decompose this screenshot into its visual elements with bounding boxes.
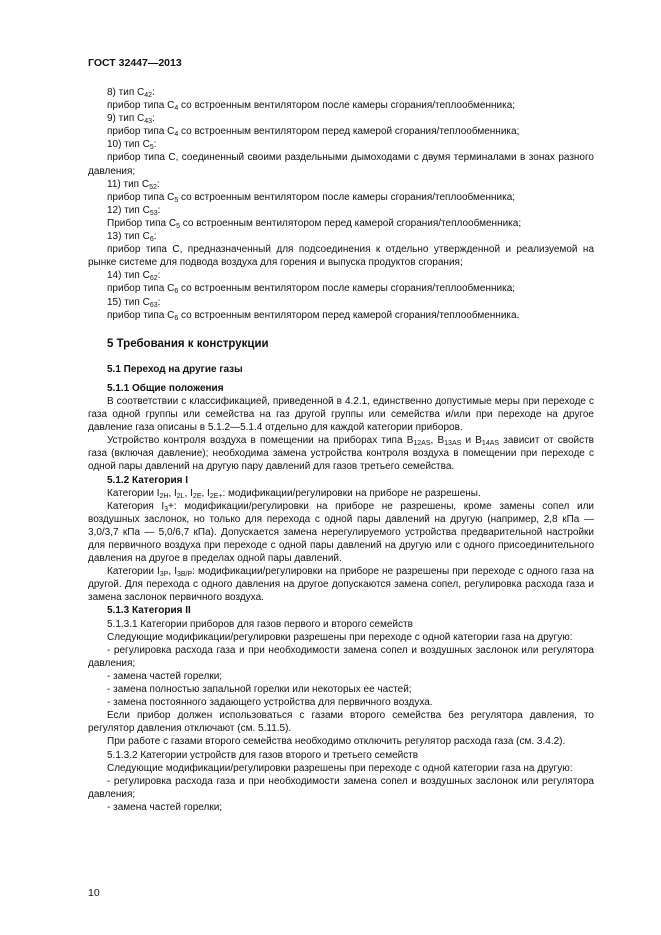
type-label: 12) тип $С_{53}$: <box>107 204 161 217</box>
paragraph: 5.1.3.2 Категории устройств для газов второго и третьего семейств <box>107 749 419 761</box>
type-label: 15) тип $С_{63}$: <box>107 296 161 309</box>
list-item: - замена полностью запальной горелки или некоторых ее частей; <box>107 684 412 696</box>
type-description: прибор типа $С_6$ со встроенным вентилятором перед камерой сгорания/теплообменника. <box>107 309 520 322</box>
list-item: - замена постоянного задающего устройства для первичного воздуха. <box>107 697 433 709</box>
modification-list <box>88 644 594 709</box>
document-header: ГОСТ 32447—2013 <box>88 57 182 69</box>
list-item: - регулировка расхода газа и при необходимости замена сопел и воздушных заслонок или регулятора давления; <box>88 775 594 800</box>
type-description: прибор типа $С_6$ со встроенным вентилятором после камеры сгорания/теплообменника; <box>107 283 516 296</box>
type-description: прибор типа С, предназначенный для подсоединения к отдельно утвержденной и реализуемой на рынке системе для подвода воздуха для горения и выпуска продуктов сгорания; <box>88 244 594 269</box>
list-item: - замена частей горелки; <box>107 801 223 813</box>
paragraph: 5.1.3.1 Категории приборов для газов первого и второго семейств <box>107 618 413 630</box>
type-description: прибор типа С, соединенный своими раздельными дымоходами с двумя терминалами в зонах разного давления; <box>88 152 594 177</box>
list-item: - замена частей горелки; <box>107 670 223 682</box>
type-description: Прибор типа $С_5$ со встроенным вентилятором перед камерой сгорания/теплообменника; <box>107 217 522 230</box>
subsection-heading: 5.1 Переход на другие газы <box>107 363 243 375</box>
document-body <box>88 86 594 814</box>
paragraph: Если прибор должен использоваться с газами второго семейства без регулятора давления, то регулятор давления отключают (см. 5.11.5). <box>88 710 594 735</box>
page-number: 10 <box>88 887 100 899</box>
modification-list <box>88 775 594 814</box>
type-description: прибор типа $С_4$ со встроенным вентилятором перед камерой сгорания/теплообменника; <box>107 126 520 139</box>
paragraph: Категории $I_{3P}$, $I_{3В/Р}$: модификации/регулировки на приборе не разрешены при переходе с одного газа на другой. Для перехода с одного давления на другое допускаются замена сопел, регулировка расхода газа и замена заслонок первичного воздуха. <box>88 566 594 604</box>
section-heading: 5 Требования к конструкции <box>107 337 269 350</box>
type-label: 8) тип $С_{42}$: <box>107 87 155 99</box>
type-label: 14) тип $С_{62}$: <box>107 270 161 283</box>
type-label: 13) тип $С_6$: <box>107 231 157 244</box>
subsubsection-heading: 5.1.3 Категория II <box>107 605 191 617</box>
paragraph: Категории $I_{2H}$, $I_{2L}$, $I_{2E}$, $I_{2E+}$: модификации/регулировки на приборе не разрешены. <box>107 487 481 500</box>
list-item: - регулировка расхода газа и при необходимости замена сопел и воздушных заслонок или регулятора давления; <box>88 644 594 669</box>
paragraph: Следующие модификации/регулировки разрешены при переходе с одной категории газа на другую: <box>107 631 573 643</box>
subsubsection-heading: 5.1.1 Общие положения <box>107 382 224 394</box>
paragraph: При работе с газами второго семейства необходимо отключить регулятор расхода газа (см. 3.4.2). <box>107 736 566 748</box>
type-list <box>88 86 594 322</box>
type-label: 9) тип $С_{43}$: <box>107 113 155 126</box>
paragraph: Устройство контроля воздуха в помещении на приборах типа $В_{12AS}$, $В_{13AS}$ и $В_{14AS}$ зависит от свойств газа (включая давление); необходима замена устройства контроля воздуха в помещении при переходе с одной пары давлений на другую пару давлений для газов третьего семейства. <box>88 435 594 473</box>
paragraph: Следующие модификации/регулировки разрешены при переходе с одной категории газа на другую: <box>107 762 573 774</box>
paragraph: Категория $I_3+$: модификации/регулировки на приборе не разрешены, кроме замены сопел или воздушных заслонок, но только для перехода с одной пары давлений на другую (например, 2,8 кПа — 3,0/3,7 кПа — 5,0/6,7 кПа). Допускается замена нерегулируемого устройства предварительной настройки для первичного воздуха при переходе с одной пары давлений на другую или с одного присоединительного давления на другое в пределах одной пары давлений. <box>88 500 594 565</box>
subsubsection-heading: 5.1.2 Категория I <box>107 474 189 486</box>
type-description: прибор типа $С_5$ со встроенным вентилятором после камеры сгорания/теплообменника; <box>107 191 516 204</box>
paragraph: В соответствии с классификацией, приведенной в 4.2.1, единственно допустимые меры при переходе с газа одной группы или семейства на газ другой группы или семейства и/или при переходе на другое давление газа описаны в 5.1.2—5.1.4 отдельно для каждой категории приборов. <box>88 395 594 434</box>
type-description: прибор типа $С_4$ со встроенным вентилятором после камеры сгорания/теплообменника; <box>107 100 516 113</box>
type-label: 10) тип $С_5$: <box>107 139 157 152</box>
type-label: 11) тип $С_{52}$: <box>107 178 160 191</box>
